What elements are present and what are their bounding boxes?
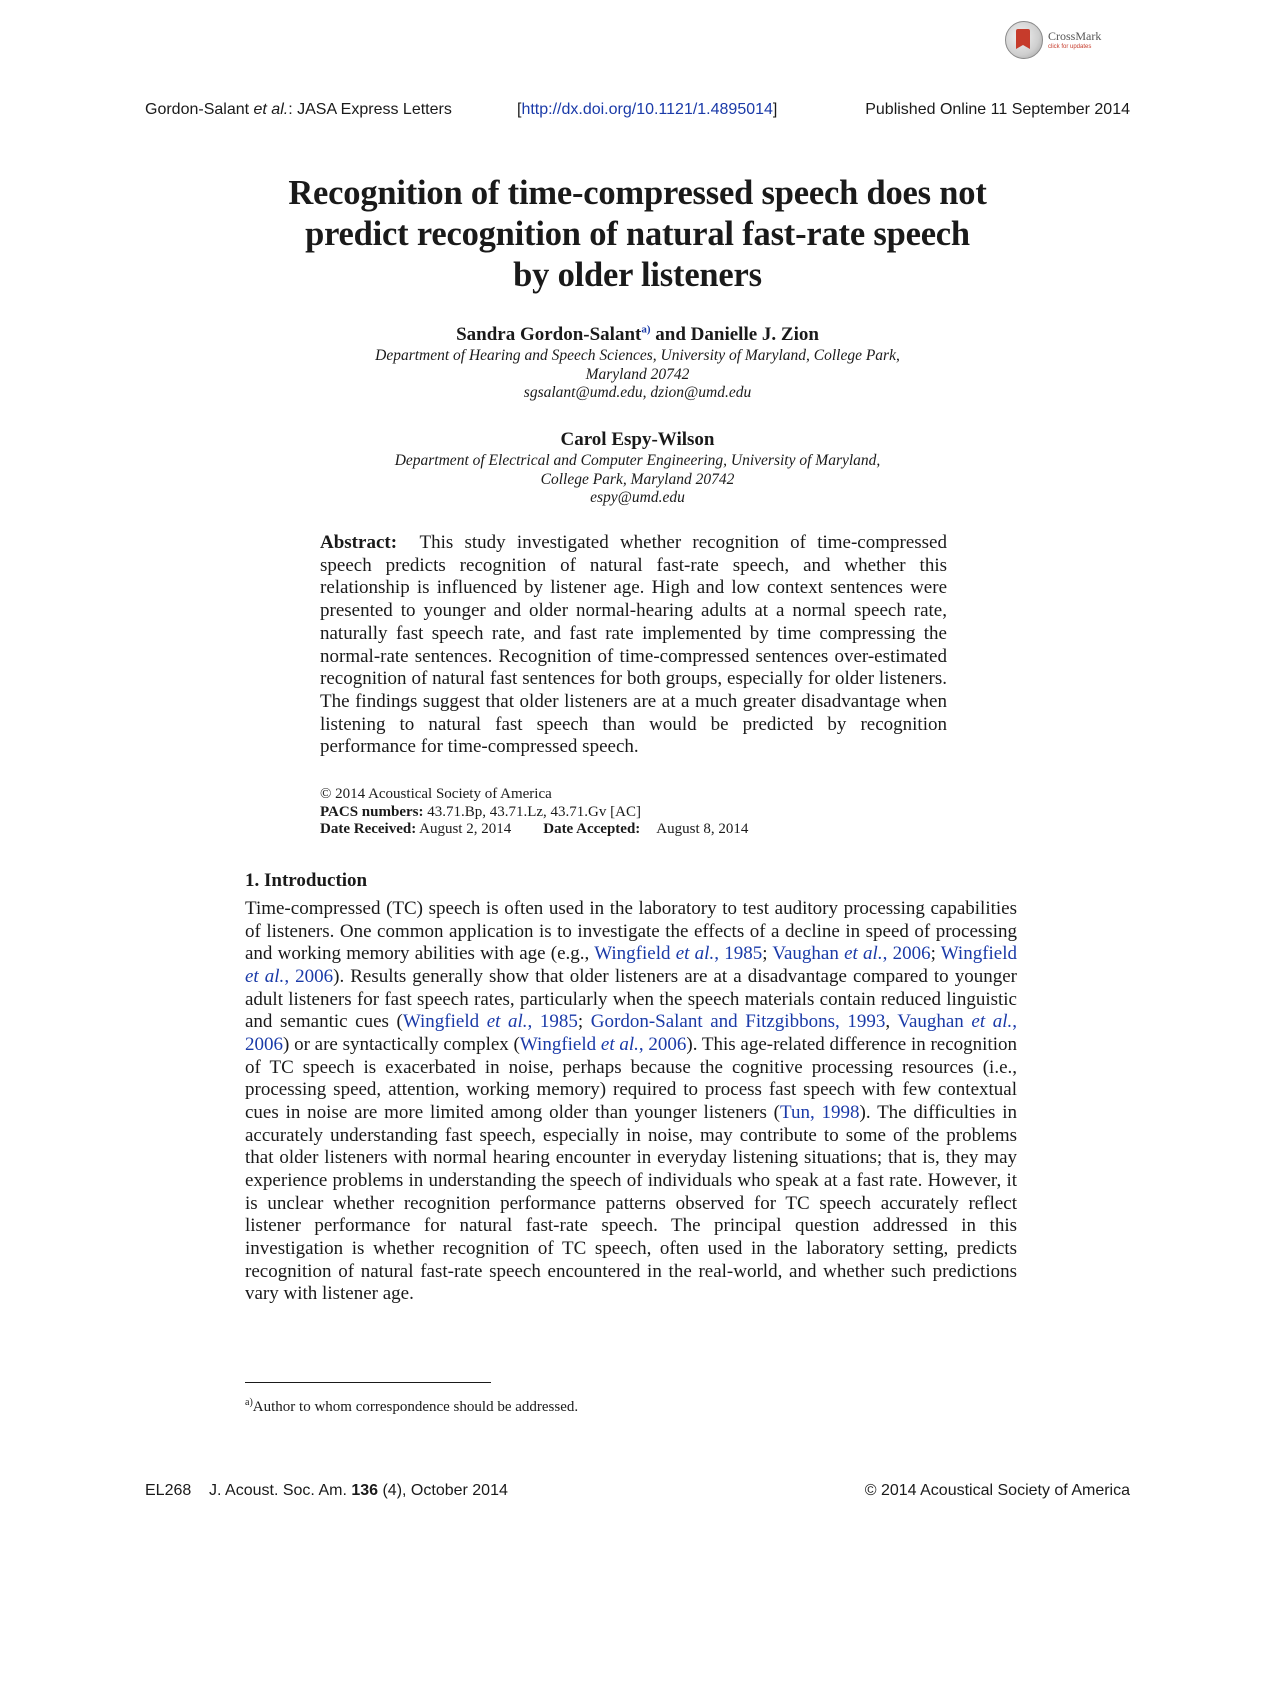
abstract-label: Abstract: [320,532,398,553]
crossmark-label: CrossMark [1048,29,1102,43]
author-emails-1: sgsalant@umd.edu, dzion@umd.edu [523,384,752,401]
header-doi: [http://dx.doi.org/10.1121/1.4895014] [517,101,778,118]
footer-citation: EL268 J. Acoust. Soc. Am. 136 (4), October 2014 [145,1482,508,1499]
author-line-1: Sandra Gordon-Salant$^{a)}$ and Danielle J. Zion [456,323,819,345]
footer-copyright: © 2014 Acoustical Society of America [864,1482,1130,1499]
crossmark-sublabel: click for updates [1048,44,1092,50]
copyright-line: © 2014 Acoustical Society of America [320,786,552,802]
abstract-text: This study investigated whether recognition of time-compressed speech predicts recognition of natural fast-rate speech, and whether this relationship is influenced by listener age. High and low context sentences were presented to younger and older normal-hearing adults at a normal speech rate, naturally fast speech rate, and fast rate implemented by time compressing the normal-rate sentences. Recognition of time-compressed sentences over-estimated recognition of natural fast sentences for both groups, especially for older listeners. The findings suggest that older listeners are at a much greater disadvantage when listening to natural fast speech than would be predicted by recognition performance for time-compressed speech. [320,532,947,758]
abstract [320,532,947,759]
citation-link[interactable]: Wingfield et al., 1985 [594,943,763,965]
dates-line: Date Received: August 2, 2014 Date Accepted: August 8, 2014 [320,821,749,837]
citation-link[interactable]: Tun, 1998 [780,1101,860,1123]
author-email-2: espy@umd.edu [590,489,685,506]
citation-link[interactable]: Vaughan et al., 2006 [245,1011,1017,1055]
introduction-paragraph: Time-compressed (TC) speech is often used in the laboratory to test auditory processing capabilities of listeners. One common application is to investigate the effects of a decline in speed of processing and working memory abilities with age (e.g., Wingfield et al., 1985; Vaughan et al., 2006; Wingfield et al., 2006). Results generally show that older listeners are at a disadvantage compared to younger adult listeners for fast speech rates, particularly when the speech materials contain reduced linguistic and semantic cues (Wingfield et al., 1985; Gordon-Salant and Fitzgibbons, 1993, Vaughan et al., 2006) or are syntactically complex (Wingfield et al., 2006). This age-related difference in recognition of TC speech is exacerbated in noise, perhaps because the cognitive processing resources (i.e., processing speed, attention, working memory) required to process fast speech with few contextual cues in noise are more limited among older than younger listeners (Tun, 1998). The difficulties in accurately understanding fast speech, especially in noise, may contribute to some of the problems that older listeners with normal hearing encounter in everyday listening situations; that is, they may experience problems in understanding the speech of individuals who speak at a fast rate. However, it is unclear whether recognition performance patterns observed for TC speech accurately reflect listener performance for natural fast-rate speech. The principal question addressed in this investigation is whether recognition of TC speech, often used in the laboratory setting, predicts recognition of natural fast-rate speech encountered in the real-world, and whether such predictions vary with listener age. [245,898,1018,1305]
affiliation-1: Department of Hearing and Speech Sciences, University of Maryland, College Park, Maryland 20742 sgsalant@umd.edu, dzion@umd.edu [195,347,1080,403]
article-metadata [320,786,947,839]
pacs-line: PACS numbers: 43.71.Bp, 43.71.Lz, 43.71.Gv [AC] [320,803,641,820]
paper-title: Recognition of time-compressed speech does not predict recognition of natural fast-rate speech by older listeners [288,174,987,294]
affiliation-2: Department of Electrical and Computer Engineering, University of Maryland, College Park, Maryland 20742 espy@umd.edu [195,452,1080,508]
crossmark-badge[interactable] [1005,20,1115,60]
doi-link[interactable]: http://dx.doi.org/10.1121/1.4895014 [521,101,773,118]
citation-link[interactable]: Vaughan et al., 2006 [772,943,931,965]
footnote-divider [245,1382,491,1383]
section-heading-introduction: 1. Introduction [245,870,368,891]
citation-link[interactable]: Wingfield et al., 2006 [245,943,1018,987]
crossmark-icon [1005,21,1043,59]
citation-link[interactable]: Wingfield et al., 1985 [402,1011,578,1033]
citation-link[interactable]: Gordon-Salant and Fitzgibbons, 1993 [590,1011,886,1033]
footnote: $^{a)}$Author to whom correspondence should be addressed. [245,1397,579,1415]
citation-link[interactable]: Wingfield et al., 2006 [519,1033,687,1055]
author-footnote-link[interactable]: a) [641,323,651,336]
author-line-2: Carol Espy-Wilson [560,429,715,450]
header-published-date: Published Online 11 September 2014 [865,101,1130,118]
header-journal: Gordon-Salant et al.: JASA Express Letters [145,101,452,118]
